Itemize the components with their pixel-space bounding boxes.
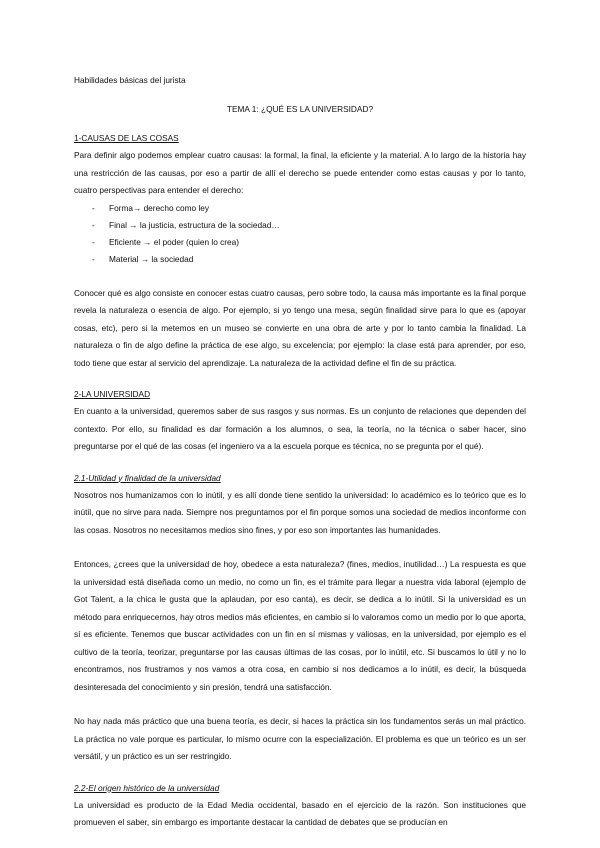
paragraph-utilidad-1: Nosotros nos humanizamos con lo inútil, y es allí donde tiene sentido la universidad: lo académico es lo teórico que es lo inútil, que no sirve para nada. Siempre nos preguntamos por el fin porque somos una sociedad de medios inconforme con las cosas. Nosotros no necesitamos medios sino fines, y por eso son importantes las humanidades.	[74, 489, 526, 535]
section-heading-utilidad: 2.1-Utilidad y finalidad de la universidad	[74, 472, 221, 483]
list-item: - Final → la justicia, estructura de la sociedad…	[92, 219, 280, 230]
section-heading-causas: 1-CAUSAS DE LAS COSAS	[74, 133, 179, 143]
document-body	[74, 133, 526, 832]
causas-list	[74, 200, 526, 268]
paragraph-causas-intro: Para definir algo podemos emplear cuatro causas: la formal, la final, la eficiente y la material. A lo largo de la historia hay una restricción de las causas, por eso a partir de allí el derecho se puede entender como estas causas y por lo tanto, cuatro perspectivas para entender el derecho:	[74, 150, 526, 195]
paragraph-universidad: En cuanto a la universidad, queremos saber de sus rasgos y sus normas. Es un conjunto de relaciones que dependen del contexto. Por ello, su finalidad es dar formación a los alumnos, o sea, la teoría, no la técnica o saber hacer, sino preguntarse por el qué de las cosas (el ingeniero va a la escuela porque es técnica, no se pregunta por el qué).	[74, 406, 526, 451]
paragraph-utilidad-3: No hay nada más práctico que una buena teoría, es decir, si haces la práctica sin los fundamentos serás un mal práctico. La práctica no vale porque es particular, lo mismo ocurre con la especialización. El problema es que un teórico es un ser versátil, y un práctico es un ser restringido.	[74, 716, 526, 761]
list-item: - Material → la sociedad	[92, 253, 194, 264]
paragraph-origen: La universidad es producto de la Edad Media occidental, basado en el ejercicio de la razón. Son instituciones que promueven el saber, sin embargo es importante destacar la cantidad de debates que se producían en	[74, 799, 526, 827]
list-item: - Eficiente → el poder (quien lo crea)	[92, 236, 240, 247]
section-heading-origen: 2.2-El origen histórico de la universidad	[74, 782, 220, 793]
section-heading-universidad: 2-LA UNIVERSIDAD	[74, 389, 151, 399]
paragraph-causas-final: Conocer qué es algo consiste en conocer estas cuatro causas, pero sobre todo, la causa más importante es la final porque revela la naturaleza o esencia de algo. Por ejemplo, si yo tengo una mesa, según finalidad sirve para lo que es (apoyar cosas, etc), pero si la metemos en un museo se convierte en una obra de arte y por lo tanto cambia la finalidad. La naturaleza o fin de algo define la práctica de ese algo, su excelencia; por ejemplo: la clase está para aprender, por eso, todo tiene que estar al servicio del aprendizaje. La naturaleza de la actividad define el fin de su práctica.	[74, 287, 526, 368]
document-header: Habilidades básicas del jurista	[74, 75, 186, 85]
paragraph-utilidad-2: Entonces, ¿crees que la universidad de hoy, obedece a esta naturaleza? (fines, medios, inutilidad…) La respuesta es que la universidad está diseñada como un medio, no como un fin, es el trámite para llegar a nuestra vida laboral (ejemplo de Got Talent, a la chica le gusta que la aplaudan, por eso canta), es decir, se dedica a lo inútil. Si la universidad es un método para enriquecernos, hay otros medios más eficientes, en cambio si lo valoramos como un medio por lo que aporta, sí es eficiente. Tenemos que buscar actividades con un fin en sí mismas y valiosas, en la universidad, por ejemplo es el cultivo de la teoría, teorizar, preguntarse por las causas últimas de las cosas, por lo inútil, etc. Si buscamos lo útil y no lo encontramos, nos frustramos y nos vamos a otra cosa, en cambio si nos dedicamos a lo inútil, es decir, la búsqueda desinteresada del conocimiento y sin presión, tendrá una satisfacción.	[74, 559, 526, 692]
document-title: TEMA 1: ¿QUÉ ES LA UNIVERSIDAD?	[226, 104, 374, 114]
list-item: - Forma→ derecho como ley	[92, 202, 210, 213]
